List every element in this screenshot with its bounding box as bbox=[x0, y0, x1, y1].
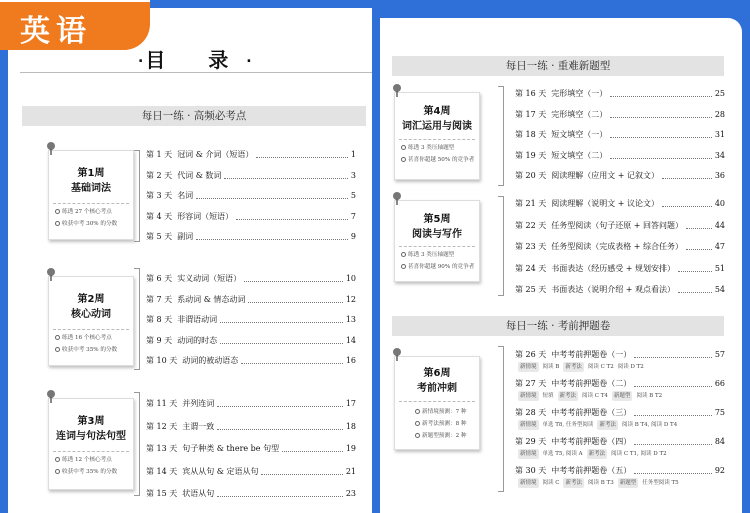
entry-day: 第 26 天 bbox=[515, 350, 547, 359]
entry-leader bbox=[686, 249, 712, 250]
toc-entry bbox=[515, 87, 725, 101]
entry-topic: 书面表达（经历感受 + 规划安排） bbox=[551, 263, 676, 273]
entry-tag: 新情境 bbox=[520, 480, 537, 486]
week-theme: 连词与句法句型 bbox=[56, 431, 126, 442]
entry-tag: 阅读 B T3 bbox=[588, 480, 614, 486]
entry-tag: 新情境 bbox=[520, 393, 537, 399]
entry-topic: 名词 bbox=[177, 191, 194, 200]
card-note-text: 练透 12 个核心考点 bbox=[62, 457, 112, 463]
entry-day: 第 16 天 bbox=[515, 89, 547, 98]
card-note bbox=[401, 262, 474, 273]
entry-leader bbox=[610, 158, 712, 159]
toc-title: ·目 录· bbox=[138, 48, 254, 72]
bullet-icon bbox=[55, 221, 60, 226]
entry-topic: 非谓语动词 bbox=[177, 315, 218, 324]
entry-tag: 新题型 bbox=[619, 480, 637, 486]
entry-page-number: 21 bbox=[345, 466, 356, 476]
section-band-high-frequency: 每日一练 · 高频必考点 bbox=[22, 106, 366, 126]
entry-page-number: 7 bbox=[350, 211, 356, 221]
entry-tags bbox=[518, 391, 666, 401]
entry-tag: 阅读 D T2 bbox=[617, 364, 644, 370]
entry-leader bbox=[686, 228, 712, 229]
bracket bbox=[498, 196, 504, 296]
toc-entry bbox=[146, 189, 356, 203]
entry-page-number: 92 bbox=[714, 466, 725, 475]
card-note bbox=[55, 207, 112, 218]
entry-day: 第 2 天 bbox=[146, 170, 173, 180]
entry-day: 第 24 天 bbox=[515, 263, 547, 273]
week-theme: 阅读与写作 bbox=[412, 229, 462, 240]
entry-topic: 并列连词 bbox=[182, 399, 215, 408]
entry-topic: 短文填空（一） bbox=[551, 130, 608, 139]
entry-leader bbox=[634, 444, 712, 445]
card-note-text: 练透 27 个核心考点 bbox=[62, 209, 112, 215]
entry-page-number: 44 bbox=[714, 220, 725, 230]
entry-day: 第 13 天 bbox=[146, 444, 178, 453]
bracket bbox=[498, 86, 504, 186]
entry-leader bbox=[217, 406, 343, 407]
card-note-text: 甚喜你超越 90% 的竞争者 bbox=[408, 264, 475, 270]
entry-tag: 新情境 bbox=[520, 451, 537, 457]
bracket bbox=[498, 346, 504, 492]
entry-page-number: 25 bbox=[714, 89, 725, 98]
entry-topic: 动词的被动语态 bbox=[182, 356, 239, 365]
week-card-1 bbox=[48, 150, 134, 240]
entry-day: 第 4 天 bbox=[146, 211, 173, 221]
bracket bbox=[134, 392, 140, 496]
entry-topic: 完形填空（一） bbox=[551, 89, 608, 98]
card-note-text: 练透 16 个核心考点 bbox=[62, 335, 112, 341]
entry-leader bbox=[248, 302, 343, 303]
toc-entry bbox=[146, 465, 356, 479]
week-number: 第6周 bbox=[423, 368, 451, 379]
card-note bbox=[401, 155, 474, 166]
subject-tab-label: 英语 bbox=[20, 14, 92, 49]
entry-page-number: 54 bbox=[714, 285, 725, 294]
entry-topic: 中考考前押题卷（三） bbox=[551, 408, 632, 417]
pushpin-icon bbox=[391, 191, 403, 205]
toc-entry bbox=[146, 272, 356, 286]
entry-tags bbox=[518, 362, 648, 372]
entry-page-number: 31 bbox=[714, 130, 725, 139]
bracket bbox=[134, 268, 140, 370]
bullet-icon bbox=[401, 252, 406, 257]
entry-page-number: 84 bbox=[714, 437, 725, 446]
card-note-text: 新题型预测：2 种 bbox=[422, 433, 467, 439]
entry-page-number: 12 bbox=[345, 294, 356, 304]
entry-leader bbox=[662, 178, 712, 179]
bullet-icon bbox=[415, 409, 420, 414]
entry-tag: 新题型 bbox=[613, 393, 631, 399]
entry-page-number: 36 bbox=[714, 171, 725, 180]
entry-tag: 新考法 bbox=[599, 422, 616, 428]
week-card-5 bbox=[394, 200, 480, 282]
entry-topic: 句子种类 & there be 句型 bbox=[182, 444, 280, 453]
toc-entry bbox=[515, 240, 725, 254]
entry-topic: 中考考前押题卷（二） bbox=[551, 379, 632, 388]
entry-topic: 中考考前押题卷（五） bbox=[551, 466, 632, 475]
entry-tag: 新考法 bbox=[559, 393, 577, 399]
week-number: 第1周 bbox=[77, 168, 105, 179]
entry-page-number: 18 bbox=[345, 421, 356, 431]
toc-entry bbox=[515, 435, 725, 449]
entry-tag: 新考法 bbox=[565, 364, 582, 370]
toc-entry bbox=[515, 219, 725, 233]
entry-tag: 阅读 B T2 bbox=[636, 393, 663, 399]
entry-leader bbox=[236, 219, 348, 220]
bullet-icon bbox=[55, 457, 60, 462]
bullet-icon bbox=[401, 145, 406, 150]
book-spine bbox=[372, 8, 380, 513]
entry-page-number: 17 bbox=[345, 399, 356, 408]
entry-leader bbox=[282, 451, 343, 452]
entry-leader bbox=[196, 198, 348, 199]
card-note bbox=[55, 219, 117, 230]
subject-tab bbox=[0, 0, 150, 50]
toc-entry bbox=[515, 128, 725, 142]
entry-tag: 阅读 B T4, 阅读 D T4 bbox=[621, 422, 678, 428]
entry-topic: 书面表达（说明介绍 + 观点看法） bbox=[551, 285, 676, 294]
entry-tags bbox=[518, 478, 683, 488]
card-note bbox=[55, 455, 112, 466]
entry-topic: 动词的时态 bbox=[177, 335, 218, 345]
entry-tags bbox=[518, 420, 681, 430]
entry-topic: 任务型阅读（句子还原 + 回答问题） bbox=[551, 220, 684, 230]
entry-leader bbox=[634, 386, 712, 387]
week-card-4 bbox=[394, 92, 480, 180]
card-note bbox=[55, 345, 117, 356]
entry-tag: 任务型阅读 T5 bbox=[642, 480, 679, 486]
entry-topic: 阅读理解（应用文 + 记叙文） bbox=[551, 171, 660, 180]
pushpin-icon bbox=[391, 347, 403, 361]
entry-page-number: 23 bbox=[345, 489, 356, 498]
entry-tag: 短填 bbox=[542, 393, 554, 399]
card-note-text: 新考法预测：8 种 bbox=[422, 421, 467, 427]
card-note bbox=[415, 407, 467, 418]
entry-tag: 单选 T5, 阅读 A bbox=[542, 451, 583, 457]
entry-tag: 阅读 C bbox=[542, 480, 560, 486]
entry-tag: 新考法 bbox=[565, 480, 582, 486]
toc-entry bbox=[515, 197, 725, 211]
entry-tag: 单选 T8, 任务型阅读 bbox=[542, 422, 594, 428]
entry-topic: 代词 & 数词 bbox=[177, 170, 222, 180]
card-note-text: 新情境预测：7 种 bbox=[422, 409, 467, 415]
week-number: 第3周 bbox=[77, 416, 105, 427]
toc-entry bbox=[515, 108, 725, 122]
week-card-3 bbox=[48, 398, 134, 490]
entry-page-number: 40 bbox=[714, 199, 725, 208]
toc-entry bbox=[146, 397, 356, 411]
entry-tag: 新情境 bbox=[520, 422, 537, 428]
toc-entry bbox=[515, 169, 725, 183]
week-number: 第4周 bbox=[423, 106, 451, 117]
week-theme: 词汇运用与阅读 bbox=[402, 121, 472, 132]
toc-entry bbox=[146, 442, 356, 456]
entry-page-number: 51 bbox=[714, 263, 725, 273]
entry-tag: 新考法 bbox=[588, 451, 606, 457]
bullet-icon bbox=[401, 157, 406, 162]
toc-title-text: 目 录 bbox=[145, 48, 247, 72]
entry-page-number: 5 bbox=[350, 191, 356, 200]
entry-topic: 中考考前押题卷（一） bbox=[551, 350, 632, 359]
entry-day: 第 15 天 bbox=[146, 489, 178, 498]
card-note-text: 收获中考 30% 的分数 bbox=[62, 221, 118, 227]
toc-entry bbox=[515, 262, 725, 276]
toc-entry bbox=[146, 210, 356, 224]
entry-day: 第 6 天 bbox=[146, 274, 173, 283]
entry-leader bbox=[256, 157, 348, 158]
week-theme: 基础词法 bbox=[71, 183, 111, 194]
entry-leader bbox=[217, 429, 343, 430]
entry-page-number: 10 bbox=[345, 274, 356, 283]
entry-leader bbox=[634, 473, 712, 474]
entry-leader bbox=[610, 117, 712, 118]
entry-tag: 阅读 C T2 bbox=[587, 364, 614, 370]
week-number: 第5周 bbox=[423, 214, 451, 225]
entry-topic: 形容词（短语） bbox=[177, 211, 234, 221]
entry-topic: 系动词 & 情态动词 bbox=[177, 294, 246, 304]
card-divider bbox=[399, 139, 475, 140]
bullet-icon bbox=[415, 421, 420, 426]
toc-entry bbox=[515, 149, 725, 163]
entry-leader bbox=[224, 178, 348, 179]
entry-tag: 阅读 C T4 bbox=[582, 393, 608, 399]
section-band-new-question-types: 每日一练 · 重难新题型 bbox=[392, 56, 724, 76]
entry-topic: 阅读理解（说明文 + 议论文） bbox=[551, 199, 660, 208]
toc-entry bbox=[146, 230, 356, 244]
entry-leader bbox=[610, 96, 712, 97]
card-note-text: 练透 3 类压轴题型 bbox=[408, 252, 455, 258]
entry-leader bbox=[196, 239, 348, 240]
entry-day: 第 8 天 bbox=[146, 315, 173, 324]
entry-topic: 中考考前押题卷（四） bbox=[551, 437, 632, 446]
toc-entry bbox=[146, 420, 356, 434]
entry-day: 第 18 天 bbox=[515, 130, 547, 139]
toc-entry bbox=[146, 354, 356, 368]
toc-entry bbox=[515, 406, 725, 420]
section-band-mock-exams: 每日一练 · 考前押题卷 bbox=[392, 316, 724, 336]
entry-day: 第 20 天 bbox=[515, 171, 547, 180]
entry-topic: 宾从从句 & 定语从句 bbox=[182, 466, 259, 476]
card-note-text: 收获中考 35% 的分数 bbox=[62, 347, 118, 353]
toc-entry bbox=[146, 293, 356, 307]
toc-entry bbox=[146, 313, 356, 327]
entry-topic: 状语从句 bbox=[182, 489, 215, 498]
entry-day: 第 21 天 bbox=[515, 199, 547, 208]
entry-topic: 短文填空（二） bbox=[551, 150, 608, 160]
entry-page-number: 34 bbox=[714, 150, 725, 160]
entry-leader bbox=[634, 357, 712, 358]
entry-leader bbox=[220, 343, 343, 344]
entry-day: 第 29 天 bbox=[515, 437, 547, 446]
week-card-2 bbox=[48, 276, 134, 366]
entry-topic: 冠词 & 介词（短语） bbox=[177, 150, 254, 159]
bullet-icon bbox=[55, 347, 60, 352]
entry-day: 第 25 天 bbox=[515, 285, 547, 294]
entry-page-number: 9 bbox=[350, 232, 356, 241]
entry-tags bbox=[518, 449, 671, 459]
entry-page-number: 16 bbox=[345, 356, 356, 365]
entry-day: 第 17 天 bbox=[515, 109, 547, 119]
entry-topic: 任务型阅读（完成表格 + 综合任务） bbox=[551, 242, 684, 251]
entry-leader bbox=[610, 137, 712, 138]
entry-leader bbox=[678, 292, 712, 293]
card-note bbox=[55, 467, 117, 478]
entry-page-number: 28 bbox=[714, 109, 725, 119]
entry-page-number: 1 bbox=[350, 150, 356, 159]
week-card-6 bbox=[394, 356, 480, 450]
bullet-icon bbox=[55, 209, 60, 214]
card-note bbox=[401, 143, 454, 154]
entry-day: 第 1 天 bbox=[146, 150, 173, 159]
entry-day: 第 14 天 bbox=[146, 466, 178, 476]
entry-topic: 实义动词（短语） bbox=[177, 274, 242, 283]
entry-page-number: 75 bbox=[714, 408, 725, 417]
entry-page-number: 47 bbox=[714, 242, 725, 251]
title-rule bbox=[20, 72, 372, 73]
entry-day: 第 19 天 bbox=[515, 150, 547, 160]
entry-day: 第 22 天 bbox=[515, 220, 547, 230]
entry-tag: 新情境 bbox=[520, 364, 537, 370]
entry-day: 第 27 天 bbox=[515, 379, 547, 388]
entry-day: 第 7 天 bbox=[146, 294, 173, 304]
entry-day: 第 12 天 bbox=[146, 421, 178, 431]
entry-day: 第 23 天 bbox=[515, 242, 547, 251]
entry-day: 第 9 天 bbox=[146, 335, 173, 345]
entry-leader bbox=[662, 206, 712, 207]
bracket bbox=[134, 150, 140, 242]
entry-day: 第 30 天 bbox=[515, 466, 547, 475]
entry-topic: 副词 bbox=[177, 232, 194, 241]
bullet-icon bbox=[55, 335, 60, 340]
entry-leader bbox=[678, 271, 712, 272]
entry-day: 第 11 天 bbox=[146, 399, 178, 408]
card-note bbox=[415, 431, 467, 442]
entry-page-number: 66 bbox=[714, 379, 725, 388]
entry-tag: 阅读 C T1, 阅读 D T2 bbox=[611, 451, 667, 457]
card-divider bbox=[399, 246, 475, 247]
entry-day: 第 28 天 bbox=[515, 408, 547, 417]
entry-page-number: 3 bbox=[350, 170, 356, 180]
entry-leader bbox=[217, 496, 343, 497]
bullet-icon bbox=[401, 264, 406, 269]
pushpin-icon bbox=[45, 141, 57, 155]
entry-page-number: 57 bbox=[714, 350, 725, 359]
toc-entry bbox=[515, 464, 725, 478]
toc-entry bbox=[146, 487, 356, 501]
toc-entry bbox=[146, 148, 356, 162]
card-divider bbox=[53, 203, 129, 204]
entry-leader bbox=[261, 474, 343, 475]
week-theme: 考前冲刺 bbox=[417, 383, 457, 394]
card-note-text: 收获中考 35% 的分数 bbox=[62, 469, 118, 475]
entry-leader bbox=[220, 322, 343, 323]
entry-day: 第 5 天 bbox=[146, 232, 173, 241]
pushpin-icon bbox=[391, 83, 403, 97]
entry-page-number: 14 bbox=[345, 335, 356, 345]
toc-entry bbox=[146, 334, 356, 348]
entry-leader bbox=[634, 415, 712, 416]
entry-day: 第 3 天 bbox=[146, 191, 173, 200]
toc-entry bbox=[515, 348, 725, 362]
toc-entry bbox=[515, 283, 725, 297]
toc-entry bbox=[515, 377, 725, 391]
entry-leader bbox=[244, 281, 343, 282]
pushpin-icon bbox=[45, 267, 57, 281]
entry-page-number: 13 bbox=[345, 315, 356, 324]
card-divider bbox=[53, 451, 129, 452]
bullet-icon bbox=[55, 469, 60, 474]
card-note-text: 甚喜你超越 50% 的竞争者 bbox=[408, 157, 475, 163]
entry-tag: 阅读 B bbox=[542, 364, 560, 370]
card-note-text: 练透 3 类压轴题型 bbox=[408, 145, 455, 151]
entry-day: 第 10 天 bbox=[146, 356, 178, 365]
entry-topic: 完形填空（二） bbox=[551, 109, 608, 119]
card-divider bbox=[53, 329, 129, 330]
pushpin-icon bbox=[45, 389, 57, 403]
week-theme: 核心动词 bbox=[71, 309, 111, 320]
card-note bbox=[55, 333, 112, 344]
card-note bbox=[415, 419, 467, 430]
card-divider bbox=[399, 401, 475, 402]
bullet-icon bbox=[415, 433, 420, 438]
card-note bbox=[401, 250, 454, 261]
entry-leader bbox=[241, 363, 343, 364]
toc-entry bbox=[146, 169, 356, 183]
week-number: 第2周 bbox=[77, 294, 105, 305]
entry-topic: 主谓一致 bbox=[182, 421, 215, 431]
entry-page-number: 19 bbox=[345, 444, 356, 453]
